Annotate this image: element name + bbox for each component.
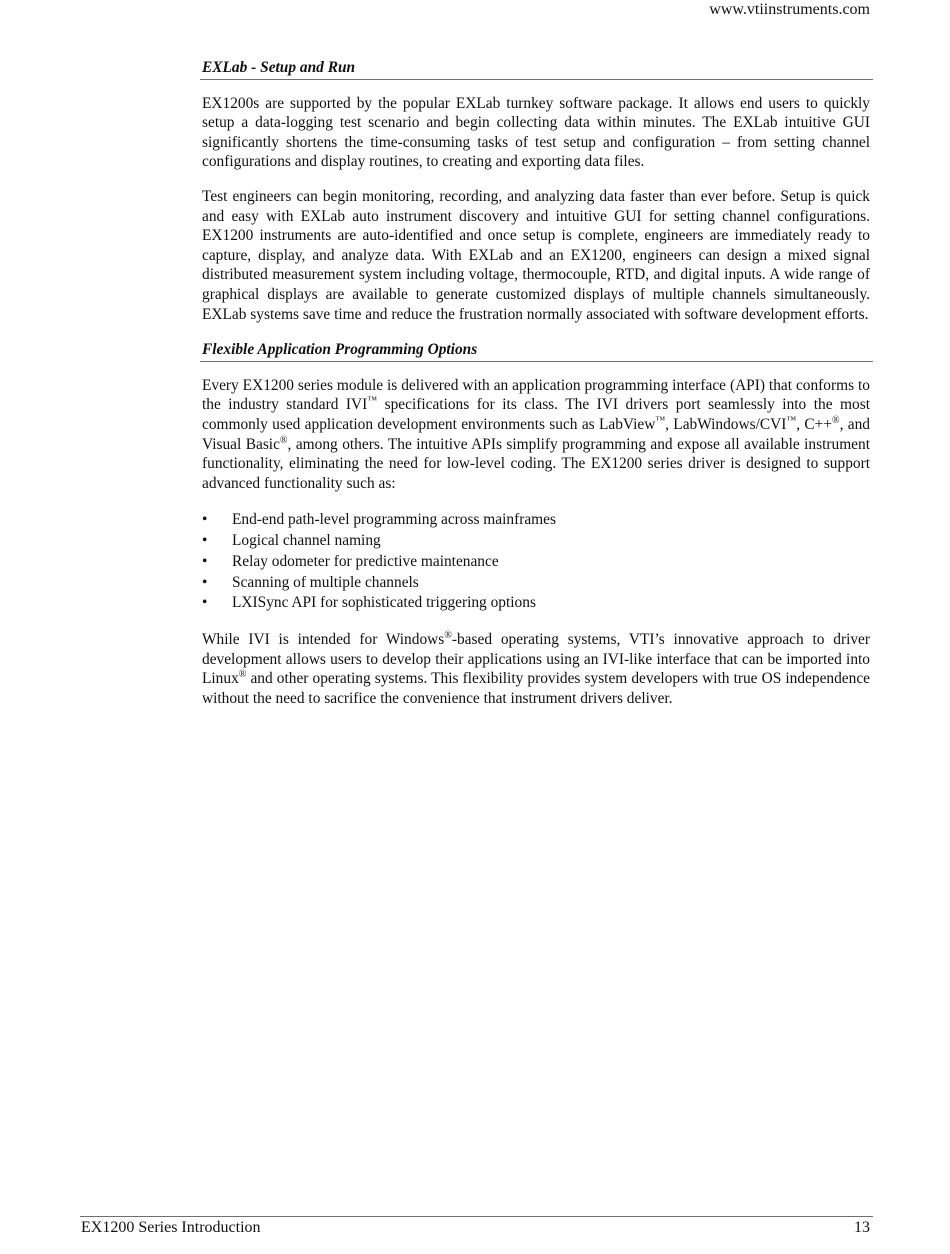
text-run: While IVI is intended for Windows xyxy=(202,631,445,649)
text-run: -based operating systems, VTI’s innovative approach to driver development allows users to develop their applications using an IVI-like interface that can be imported into Linux xyxy=(202,631,871,688)
registered-symbol: ® xyxy=(238,669,247,681)
list-item-text: Scanning of multiple channels xyxy=(232,573,419,591)
section-exlab xyxy=(202,58,870,324)
bullet-icon: • xyxy=(202,532,208,550)
list-item-text: Logical channel naming xyxy=(232,532,381,550)
paragraph xyxy=(202,376,870,494)
page-number: 13 xyxy=(854,1219,870,1236)
list-item-text: LXISync API for sophisticated triggering options xyxy=(232,594,536,612)
text-run: and other operating systems. This flexibility provides system developers with true OS independence without the need to sacrifice the convenience that instrument drivers deliver. xyxy=(202,670,870,708)
page-content xyxy=(202,58,870,709)
list-item xyxy=(202,573,870,594)
bullet-icon: • xyxy=(202,511,208,529)
section-heading-programming: Flexible Application Programming Options xyxy=(202,341,478,359)
section-rule xyxy=(200,361,873,362)
section-heading-exlab: EXLab - Setup and Run xyxy=(202,59,356,76)
trademark-symbol: ™ xyxy=(367,395,378,407)
section-rule xyxy=(200,79,873,80)
paragraph: Test engineers can begin monitoring, recording, and analyzing data faster than ever before. Setup is quick and easy with EXLab auto instrument discovery and intuitive GUI for setting channel configurations. EX1200 instruments are auto-identified and once setup is complete, engineers are immediately ready to capture, display, and analyze data. With EXLab and an EX1200, engineers can design a mixed signal distributed measurement system including voltage, thermocouple, RTD, and digital inputs. A wide range of graphical displays are available to generate customized displays of multiple channels simultaneously. EXLab systems save time and reduce the frustration normally associated with software development efforts. xyxy=(202,187,870,323)
registered-symbol: ® xyxy=(444,630,452,642)
footer-rule xyxy=(80,1216,873,1217)
footer-title: EX1200 Series Introduction xyxy=(81,1219,261,1236)
list-item-text: Relay odometer for predictive maintenance xyxy=(232,552,499,570)
list-item xyxy=(202,531,870,552)
paragraph xyxy=(202,630,870,708)
list-item xyxy=(202,593,870,614)
bullet-icon: • xyxy=(202,552,208,570)
registered-symbol: ® xyxy=(832,414,840,426)
feature-list xyxy=(202,510,870,614)
trademark-symbol: ™ xyxy=(786,414,797,426)
section-programming xyxy=(202,340,870,709)
header-url: www.vtiinstruments.com xyxy=(709,1,870,18)
text-run: , LabWindows/CVI xyxy=(665,415,787,433)
list-item-text: End-end path-level programming across mainframes xyxy=(232,511,556,529)
text-run: , among others. The intuitive APIs simplify programming and expose all available instrument functionality, eliminating the need for low-level coding. The EX1200 series driver is designed to support advanced functionality such as: xyxy=(202,435,870,492)
trademark-symbol: ™ xyxy=(655,414,666,426)
text-run: Every EX1200 series module is delivered with an application programming interface (API) that conforms to the industry standard IVI xyxy=(202,376,870,414)
list-item xyxy=(202,510,870,531)
text-run: specifications for its class. The IVI drivers port seamlessly into the most commonly used application development environments such as LabView xyxy=(202,396,870,433)
text-run: , C++ xyxy=(796,415,832,433)
paragraph: EX1200s are supported by the popular EXLab turnkey software package. It allows end users to quickly setup a data-logging test scenario and begin collecting data within minutes. The EXLab intuitive GUI significantly shortens the time-consuming tasks of test setup and configuration – from setting channel configurations and display routines, to creating and exporting data files. xyxy=(202,94,870,171)
registered-symbol: ® xyxy=(279,434,288,446)
list-item xyxy=(202,552,870,573)
text-run: , and Visual Basic xyxy=(202,415,870,453)
bullet-icon: • xyxy=(202,573,208,591)
bullet-icon: • xyxy=(202,594,208,612)
